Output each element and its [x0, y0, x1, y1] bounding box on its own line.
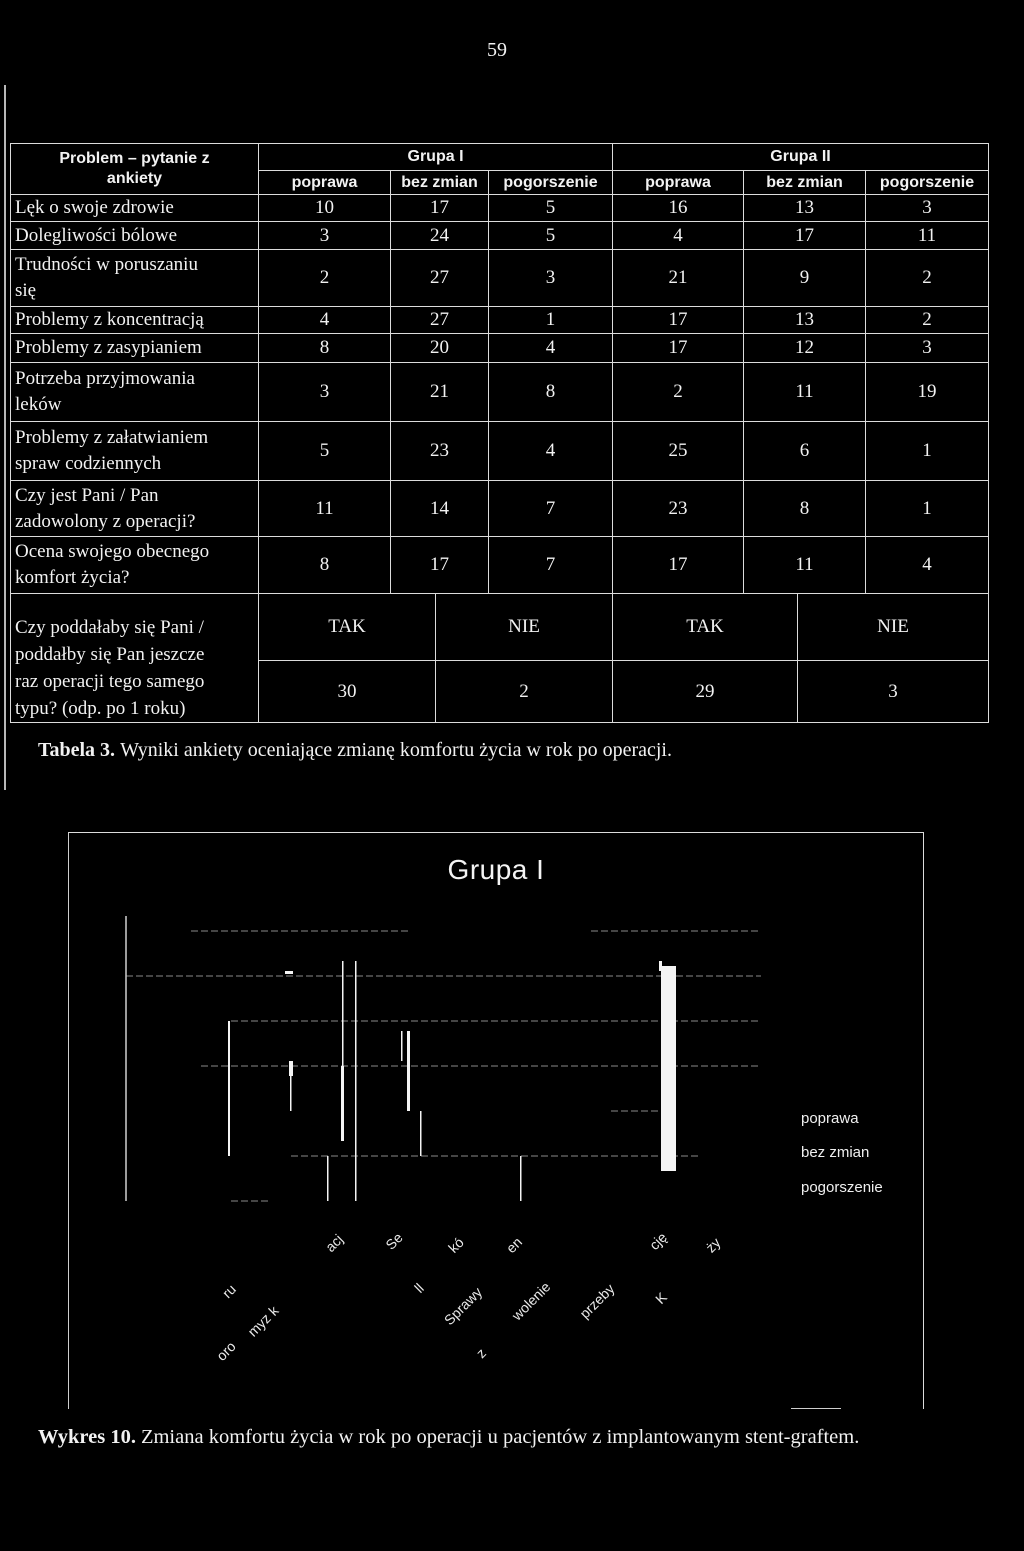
x-tick-label-fragment: ll: [411, 1280, 427, 1296]
question-cell: [11, 481, 259, 537]
value-cell: 3: [259, 222, 391, 250]
question-line: Problemy z koncentracją: [15, 309, 204, 330]
value-cell: 4: [613, 222, 744, 250]
value-cell: 3: [798, 661, 989, 723]
question-line: zadowolony z operacji?: [15, 510, 196, 532]
subheader-improvement: poprawa: [613, 171, 744, 195]
value-cell: 4: [259, 307, 391, 334]
value-cell: 13: [744, 307, 866, 334]
table-row: [11, 222, 989, 250]
value-cell: 3: [489, 250, 613, 307]
value-cell: 17: [613, 334, 744, 363]
table-row: [11, 363, 989, 422]
value-cell: 17: [613, 537, 744, 594]
value-cell: 9: [744, 250, 866, 307]
value-cell: 3: [259, 363, 391, 422]
value-cell: 23: [613, 481, 744, 537]
x-tick-label-fragment: Sprawy: [440, 1283, 486, 1329]
table-row: [11, 481, 989, 537]
value-cell: 4: [866, 537, 989, 594]
reoperation-answer-row: [11, 594, 989, 661]
legend-item-improvement: poprawa: [801, 1110, 859, 1127]
subheader-no-change: bez zmian: [744, 171, 866, 195]
scan-edge-line: [4, 85, 6, 790]
question-cell: [11, 363, 259, 422]
question-cell: [11, 250, 259, 307]
subheader-improvement: poprawa: [259, 171, 391, 195]
bar-mark: [661, 966, 676, 1171]
x-tick-label-fragment: ży: [702, 1234, 724, 1256]
survey-results-table: [10, 143, 989, 594]
reoperation-question-cell: [11, 594, 259, 723]
value-cell: 1: [866, 422, 989, 481]
x-tick-label-fragment: wolenie: [508, 1278, 554, 1324]
answer-no-group-2: NIE: [798, 594, 989, 661]
x-tick-label-fragment: en: [502, 1233, 526, 1257]
value-cell: 1: [489, 307, 613, 334]
value-cell: 2: [613, 363, 744, 422]
question-cell: [11, 422, 259, 481]
bar-mark: [289, 1061, 293, 1076]
subheader-worsening: pogorszenie: [489, 171, 613, 195]
value-cell: 29: [613, 661, 798, 723]
question-line: Ocena swojego obecnego: [15, 541, 210, 562]
value-cell: 7: [489, 537, 613, 594]
legend-item-no-change: bez zmian: [801, 1144, 870, 1161]
header-problem-line: ankiety: [106, 170, 163, 187]
value-cell: 10: [259, 195, 391, 222]
question-line: Czy jest Pani / Pan: [15, 484, 159, 506]
question-line: poddałby się Pan jeszcze: [15, 644, 205, 665]
x-tick-label-fragment: z: [472, 1344, 490, 1362]
value-cell: 11: [744, 537, 866, 594]
question-line: Czy poddałaby się Pani /: [15, 617, 204, 638]
legend-item-worsening: pogorszenie: [801, 1179, 883, 1196]
question-cell: [11, 222, 259, 250]
bar-mark: [290, 1076, 292, 1111]
x-tick-label-fragment: oro: [213, 1338, 239, 1364]
answer-yes-group-1: TAK: [259, 594, 436, 661]
header-group-1: Grupa I: [259, 144, 613, 171]
table-row: [11, 422, 989, 481]
value-cell: 11: [866, 222, 989, 250]
subheader-worsening: pogorszenie: [866, 171, 989, 195]
value-cell: 7: [489, 481, 613, 537]
question-cell: [11, 307, 259, 334]
question-line: leków: [15, 394, 62, 415]
page-number: 59: [487, 39, 507, 61]
value-cell: 2: [866, 307, 989, 334]
bar-mark: [285, 971, 293, 974]
question-line: typu? (odp. po 1 roku): [15, 698, 186, 719]
value-cell: 3: [866, 195, 989, 222]
table-row: [11, 537, 989, 594]
value-cell: 4: [489, 334, 613, 363]
x-tick-label-fragment: kó: [445, 1234, 467, 1256]
value-cell: 25: [613, 422, 744, 481]
value-cell: 2: [436, 661, 613, 723]
value-cell: 6: [744, 422, 866, 481]
value-cell: 30: [259, 661, 436, 723]
x-tick-label-fragment: acj: [322, 1231, 346, 1255]
value-cell: 19: [866, 363, 989, 422]
value-cell: 1: [866, 481, 989, 537]
value-cell: 4: [489, 422, 613, 481]
x-tick-label-fragment: cję: [646, 1229, 670, 1253]
subheader-no-change: bez zmian: [391, 171, 489, 195]
value-cell: 8: [489, 363, 613, 422]
chart-plot: [69, 833, 923, 1409]
header-problem-line: Problem – pytanie z: [59, 150, 210, 167]
bar-mark: [420, 1111, 422, 1156]
value-cell: 17: [744, 222, 866, 250]
figure-caption: [38, 1424, 859, 1450]
value-cell: 2: [259, 250, 391, 307]
value-cell: 16: [613, 195, 744, 222]
table-caption: [38, 737, 672, 763]
table-row: [11, 334, 989, 363]
value-cell: 2: [866, 250, 989, 307]
x-tick-label-fragment: K: [652, 1289, 670, 1307]
figure-border-fragment: [791, 1408, 841, 1409]
question-line: Problemy z zasypianiem: [15, 337, 202, 358]
value-cell: 11: [259, 481, 391, 537]
bar-mark: [659, 961, 662, 971]
value-cell: 27: [391, 250, 489, 307]
bar-mark: [355, 961, 357, 1201]
figure-caption-label: Wykres 10.: [38, 1426, 136, 1448]
answer-no-group-1: NIE: [436, 594, 613, 661]
question-cell: [11, 334, 259, 363]
table-caption-label: Tabela 3.: [38, 739, 116, 761]
question-line: Dolegliwości bólowe: [15, 224, 178, 246]
value-cell: 17: [391, 195, 489, 222]
figure-caption-text: Zmiana komfortu życia w rok po operacji u pacjentów z implantowanym stent-graftem.: [140, 1426, 860, 1448]
reoperation-table: [10, 593, 989, 723]
question-line: raz operacji tego samego: [15, 671, 205, 692]
x-tick-label-fragment: Se: [382, 1229, 406, 1253]
question-line: spraw codziennych: [15, 453, 162, 474]
table-row: [11, 195, 989, 222]
value-cell: 27: [391, 307, 489, 334]
value-cell: 23: [391, 422, 489, 481]
header-group-2: Grupa II: [613, 144, 989, 171]
chart-title: Grupa I: [447, 854, 545, 885]
bar-mark: [342, 961, 344, 1066]
value-cell: 11: [744, 363, 866, 422]
question-cell: [11, 537, 259, 594]
bar-mark: [341, 1066, 344, 1141]
table-row: [11, 250, 989, 307]
value-cell: 21: [613, 250, 744, 307]
chart-figure: [68, 832, 924, 1409]
header-problem: [11, 144, 259, 195]
value-cell: 17: [391, 537, 489, 594]
value-cell: 24: [391, 222, 489, 250]
x-tick-label-fragment: przeby: [576, 1280, 618, 1322]
value-cell: 17: [613, 307, 744, 334]
x-tick-label-fragment: myz k: [244, 1302, 282, 1340]
question-line: komfort życia?: [15, 567, 130, 588]
value-cell: 20: [391, 334, 489, 363]
value-cell: 13: [744, 195, 866, 222]
header-row-groups: [11, 144, 989, 171]
value-cell: 14: [391, 481, 489, 537]
value-cell: 5: [489, 195, 613, 222]
question-cell: [11, 195, 259, 222]
value-cell: 12: [744, 334, 866, 363]
table-row: [11, 307, 989, 334]
question-line: Potrzeba przyjmowania: [15, 368, 195, 389]
question-line: się: [15, 280, 37, 301]
question-line: Lęk o swoje zdrowie: [15, 197, 174, 218]
question-line: Trudności w poruszaniu: [15, 254, 198, 275]
value-cell: 3: [866, 334, 989, 363]
bar-mark: [407, 1031, 410, 1111]
bar-mark: [228, 1021, 230, 1156]
question-line: Problemy z załatwianiem: [15, 427, 209, 448]
x-tick-label-fragment: ru: [218, 1280, 240, 1302]
answer-yes-group-2: TAK: [613, 594, 798, 661]
bar-mark: [520, 1156, 522, 1201]
value-cell: 21: [391, 363, 489, 422]
bar-mark: [327, 1156, 329, 1201]
value-cell: 8: [744, 481, 866, 537]
value-cell: 8: [259, 334, 391, 363]
value-cell: 8: [259, 537, 391, 594]
value-cell: 5: [259, 422, 391, 481]
value-cell: 5: [489, 222, 613, 250]
table-caption-text: Wyniki ankiety oceniające zmianę komfortu życia w rok po operacji.: [120, 739, 672, 761]
bar-mark: [401, 1031, 403, 1061]
